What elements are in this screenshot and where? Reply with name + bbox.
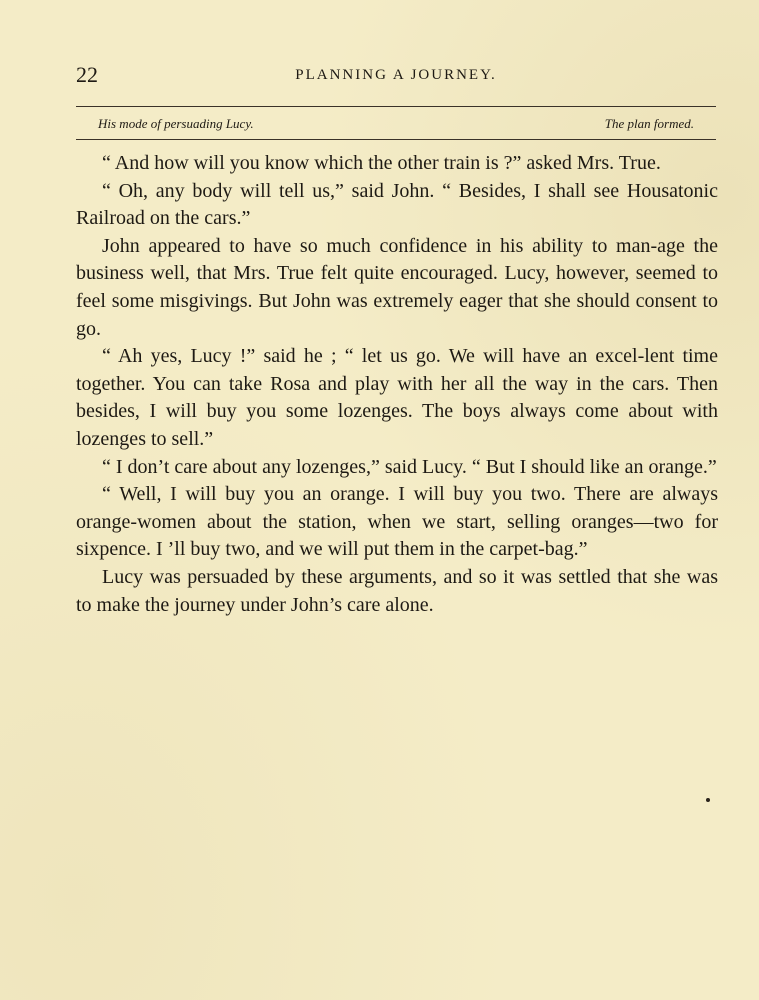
page-number: 22 [76,62,98,87]
running-head [76,62,716,92]
paragraph: John appeared to have so much confidence in his ability to man-age the business well, that Mrs. True felt quite encouraged. Lucy, however, seemed to feel some misgivings. But John was extremely eager that she should consent to go. [76,234,718,340]
header-rule-bottom [76,139,716,140]
paragraph: “ Oh, any body will tell us,” said John. “ Besides, I shall see Housatonic Railroad on the cars.” [76,179,718,230]
paragraph: Lucy was persuaded by these arguments, and so it was settled that she was to make the journey under John’s care alone. [76,565,718,616]
body-text [76,150,718,619]
paragraph: “ Ah yes, Lucy !” said he ; “ let us go. We will have an excel-lent time together. You can take Rosa and play with her all the way in the cars. Then besides, I will buy you some lozenges. The boys always come about with lozenges to sell.” [76,345,718,450]
paragraph: “ I don’t care about any lozenges,” said Lucy. “ But I should like an orange.” [102,455,717,478]
header-rule-top [76,106,716,107]
paragraph: “ Well, I will buy you an orange. I will buy you two. There are always orange-women about the station, when we start, selling oranges—two for sixpence. I ’ll buy two, and we will put them in the carpet-bag.” [76,483,718,561]
running-title: PLANNING A JOURNEY. [295,67,497,83]
side-note-left: His mode of persuading Lucy. [98,116,254,131]
paragraph: “ And how will you know which the other train is ?” asked Mrs. True. [102,152,661,174]
ink-speck [706,798,710,802]
side-note-right: The plan formed. [604,116,694,131]
